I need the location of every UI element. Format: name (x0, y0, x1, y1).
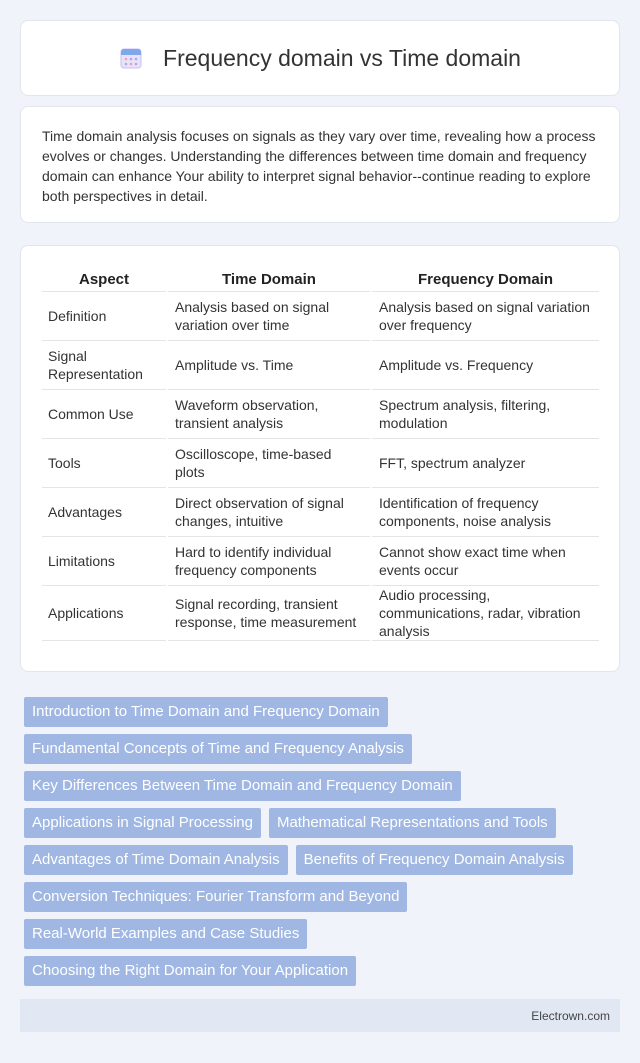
comparison-table-card (20, 245, 620, 672)
time-domain-cell: Signal recording, transient response, time measurement (167, 585, 371, 640)
topic-tag-link[interactable]: Introduction to Time Domain and Frequency Domain (24, 697, 388, 727)
tag-row (24, 697, 620, 727)
aspect-cell: Advantages (42, 487, 167, 536)
tag-row (24, 882, 620, 912)
frequency-domain-cell: Identification of frequency components, noise analysis (371, 487, 599, 536)
header-aspect: Aspect (42, 266, 167, 291)
tag-row (24, 845, 620, 875)
aspect-cell: Common Use (42, 389, 167, 438)
aspect-cell: Signal Representation (42, 340, 167, 389)
table-row (42, 340, 599, 389)
tag-row (24, 771, 620, 801)
time-domain-cell: Direct observation of signal changes, intuitive (167, 487, 371, 536)
table-row (42, 585, 599, 640)
topic-tag-link[interactable]: Key Differences Between Time Domain and Frequency Domain (24, 771, 461, 801)
topic-tag-link[interactable]: Advantages of Time Domain Analysis (24, 845, 288, 875)
topic-tag-link[interactable]: Fundamental Concepts of Time and Frequency Analysis (24, 734, 412, 764)
tag-row (24, 734, 620, 764)
tag-row (24, 956, 620, 986)
tag-row (24, 808, 620, 838)
footer-site-name: Electrown.com (531, 1008, 610, 1023)
aspect-cell: Tools (42, 438, 167, 487)
tag-row (24, 919, 620, 949)
time-domain-cell: Oscilloscope, time-based plots (167, 438, 371, 487)
header-time-domain: Time Domain (167, 266, 371, 291)
topic-tags (24, 697, 620, 993)
frequency-domain-cell: Cannot show exact time when events occur (371, 536, 599, 585)
table-row (42, 536, 599, 585)
frequency-domain-cell: FFT, spectrum analyzer (371, 438, 599, 487)
topic-tag-link[interactable]: Choosing the Right Domain for Your Application (24, 956, 356, 986)
table-header-row (42, 266, 599, 291)
frequency-domain-cell: Audio processing, communications, radar, vibration analysis (371, 585, 599, 640)
table-row (42, 291, 599, 340)
header-frequency-domain: Frequency Domain (371, 266, 599, 291)
time-domain-cell: Amplitude vs. Time (167, 340, 371, 389)
topic-tag-link[interactable]: Applications in Signal Processing (24, 808, 261, 838)
time-domain-cell: Hard to identify individual frequency components (167, 536, 371, 585)
footer (20, 999, 620, 1032)
table-row (42, 487, 599, 536)
page-title: Frequency domain vs Time domain (163, 44, 521, 71)
table-row (42, 389, 599, 438)
calendar-icon (119, 46, 143, 70)
intro-text: Time domain analysis focuses on signals as they vary over time, revealing how a process evolves or changes. Understanding the differences between time domain and frequency domain can enhance Your ability to interpret signal behavior--continue reading to explore both perspectives in detail. (42, 128, 596, 204)
time-domain-cell: Waveform observation, transient analysis (167, 389, 371, 438)
table-row (42, 438, 599, 487)
aspect-cell: Definition (42, 291, 167, 340)
title-card (20, 20, 620, 96)
topic-tag-link[interactable]: Mathematical Representations and Tools (269, 808, 556, 838)
aspect-cell: Limitations (42, 536, 167, 585)
frequency-domain-cell: Spectrum analysis, filtering, modulation (371, 389, 599, 438)
frequency-domain-cell: Amplitude vs. Frequency (371, 340, 599, 389)
intro-card (20, 106, 620, 223)
title-wrap (119, 45, 521, 72)
frequency-domain-cell: Analysis based on signal variation over frequency (371, 291, 599, 340)
topic-tag-link[interactable]: Real-World Examples and Case Studies (24, 919, 307, 949)
aspect-cell: Applications (42, 585, 167, 640)
topic-tag-link[interactable]: Benefits of Frequency Domain Analysis (296, 845, 573, 875)
comparison-table (42, 266, 599, 641)
topic-tag-link[interactable]: Conversion Techniques: Fourier Transform and Beyond (24, 882, 407, 912)
time-domain-cell: Analysis based on signal variation over time (167, 291, 371, 340)
